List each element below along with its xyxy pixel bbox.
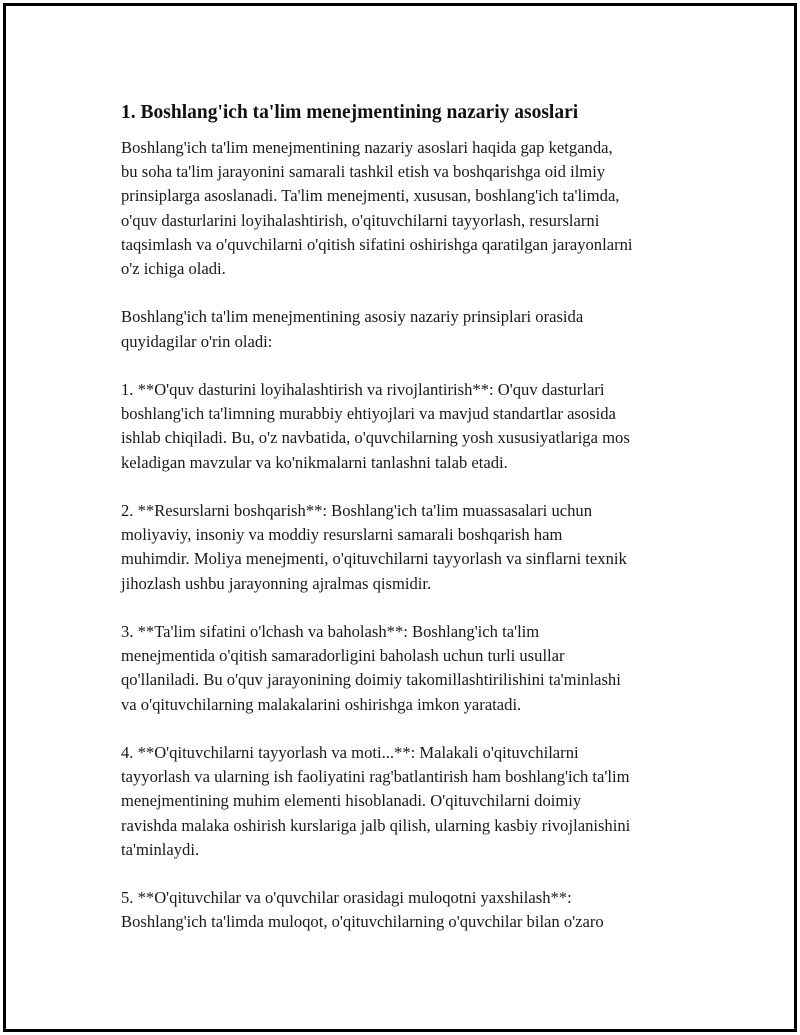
list-item-4: 4. **O'qituvchilarni tayyorlash va moti...**: Malakali o'qituvchilarni tayyorlash va ularning ish faoliyatini rag'batlantirish ham boshlang'ich ta'lim menejmentining muhim elementi hisoblanadi. O'qituvchilarni doimiy ravishda malaka oshirish kurslariga jalb qilish, ularning kasbiy rivojlanishini ta'minlaydi. [121, 743, 631, 859]
list-item-2: 2. **Resurslarni boshqarish**: Boshlang'ich ta'lim muassasalari uchun moliyaviy, insoniy va moddiy resurslarni samarali boshqarish ham muhimdir. Moliya menejmenti, o'qituvchilarni tayyorlash va sinflarni texnik jihozlash ushbu jarayonning ajralmas qismidir. [121, 501, 627, 593]
paragraph-intro: Boshlang'ich ta'lim menejmentining nazariy asoslari haqida gap ketganda, bu soha ta'lim jarayonini samarali tashkil etish va boshqarishga oid ilmiy prinsiplarga asoslanadi. Ta'lim menejmenti, xususan, boshlang'ich ta'limda, o'quv dasturlarini loyihalashtirish, o'qituvchilarni tayyorlash, resurslarni taqsimlash va o'quvchilarni o'qitish sifatini oshirishga qaratilgan jarayonlarni o'z ichiga oladi. [121, 138, 633, 279]
list-item-5: 5. **O'qituvchilar va o'quvchilar orasidagi muloqotni yaxshilash**: Boshlang'ich ta'limda muloqot, o'qituvchilarning o'quvchilar bilan o'zaro [121, 888, 604, 932]
list-item-1: 1. **O'quv dasturini loyihalashtirish va rivojlantirish**: O'quv dasturlari boshlang'ich ta'limning murabbiy ehtiyojlari va mavjud standartlar asosida ishlab chiqiladi. Bu, o'z navbatida, o'quvchilarning yosh xususiyatlariga mos keladigan mavzular va ko'nikmalarni tanlashni talab etadi. [121, 380, 630, 472]
document-page [3, 3, 797, 1032]
paragraph-principles-lead: Boshlang'ich ta'lim menejmentining asosiy nazariy prinsiplari orasida quyidagilar o'rin oladi: [121, 307, 584, 351]
document-title: 1. Boshlang'ich ta'lim menejmentining nazariy asoslari [121, 102, 579, 123]
document-body [121, 99, 701, 959]
list-item-3: 3. **Ta'lim sifatini o'lchash va baholash**: Boshlang'ich ta'lim menejmentida o'qitish samaradorligini baholash uchun turli usullar qo'llaniladi. Bu o'quv jarayonining doimiy takomillashtirilishini ta'minlashi va o'qituvchilarning malakalarini oshirishga imkon yaratadi. [121, 622, 621, 714]
